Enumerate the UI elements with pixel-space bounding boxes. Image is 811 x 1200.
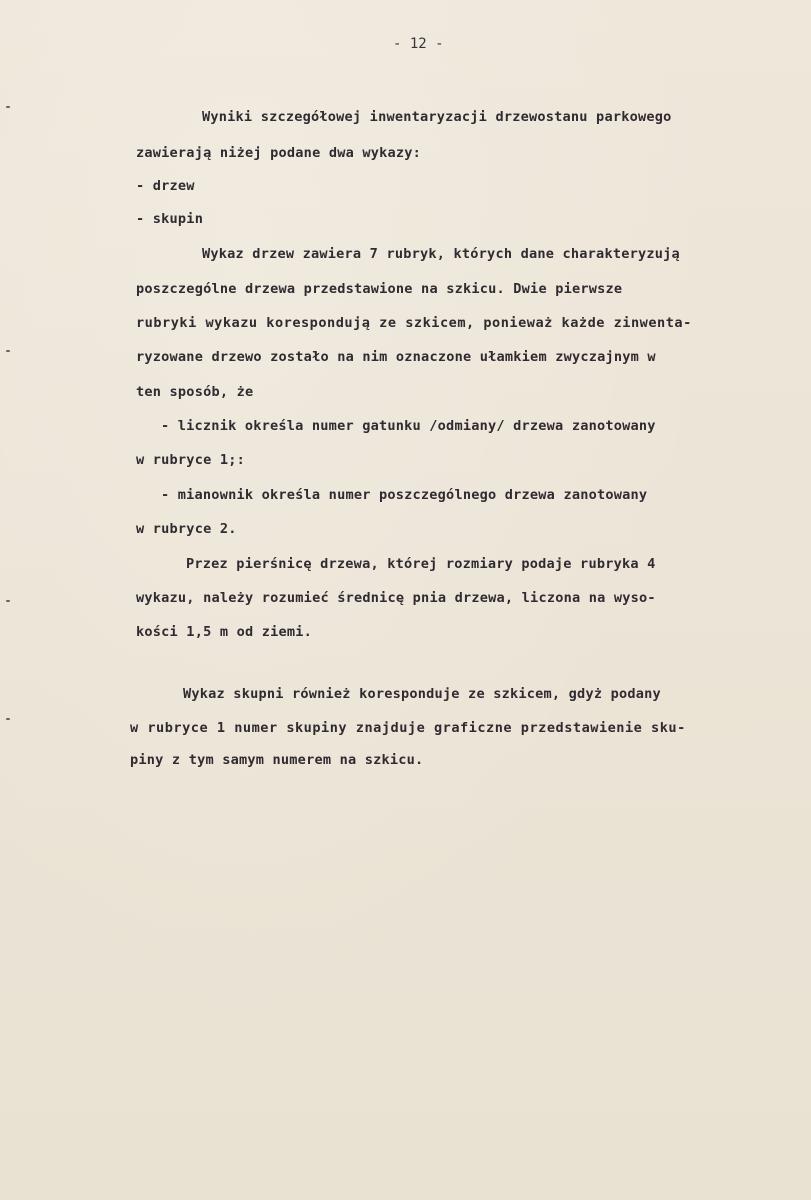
text-line: ten sposób, że	[136, 384, 254, 400]
text-line: Wykaz skupni również koresponduje ze szkicem, gdyż podany	[183, 686, 661, 702]
margin-mark	[6, 718, 10, 720]
text-line: zawierają niżej podane dwa wykazy:	[136, 145, 422, 161]
text-line: w rubryce 1 numer skupiny znajduje graficzne przedstawienie sku-	[130, 720, 686, 736]
margin-mark	[6, 600, 10, 602]
list-item: - skupin	[136, 211, 204, 227]
text-line: w rubryce 2.	[136, 521, 237, 537]
text-line: Wykaz drzew zawiera 7 rubryk, których dane charakteryzują	[202, 246, 680, 262]
text-line: rubryki wykazu korespondują ze szkicem, ponieważ każde zinwenta-	[136, 315, 692, 331]
margin-mark	[6, 350, 10, 352]
list-item: - mianownik określa numer poszczególnego drzewa zanotowany	[161, 487, 648, 503]
margin-mark	[6, 106, 10, 108]
text-line: poszczególne drzewa przedstawione na szkicu. Dwie pierwsze	[136, 281, 623, 297]
page-number: - 12 -	[393, 36, 444, 52]
text-line: w rubryce 1;:	[136, 452, 245, 468]
list-item: - licznik określa numer gatunku /odmiany/ drzewa zanotowany	[161, 418, 656, 434]
text-line: Przez pierśnicę drzewa, której rozmiary podaje rubryka 4	[186, 556, 656, 572]
text-line: piny z tym samym numerem na szkicu.	[130, 752, 424, 768]
text-line: wykazu, należy rozumieć średnicę pnia drzewa, liczona na wyso-	[136, 590, 656, 606]
list-item: - drzew	[136, 178, 195, 194]
text-line: kości 1,5 m od ziemi.	[136, 624, 313, 640]
text-line: ryzowane drzewo zostało na nim oznaczone ułamkiem zwyczajnym w	[136, 349, 656, 365]
text-line: Wyniki szczegółowej inwentaryzacji drzewostanu parkowego	[202, 109, 672, 125]
